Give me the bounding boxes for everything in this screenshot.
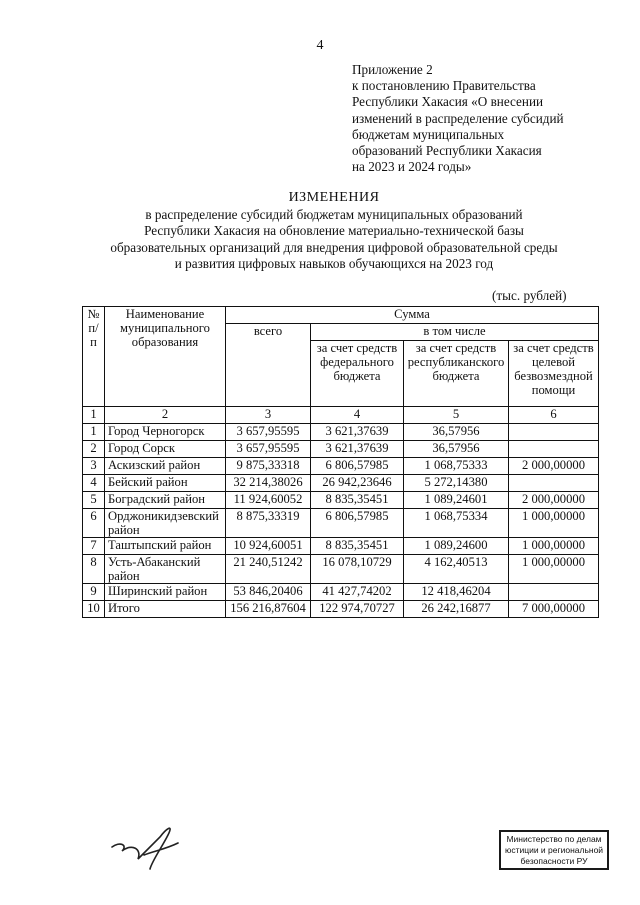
row-federal: 8 835,35451 bbox=[311, 492, 404, 509]
row-federal: 6 806,57985 bbox=[311, 458, 404, 475]
row-number: 8 bbox=[83, 555, 105, 584]
row-name: Аскизский район bbox=[105, 458, 226, 475]
ministry-stamp bbox=[499, 830, 609, 870]
table-row bbox=[83, 492, 599, 509]
table-row bbox=[83, 441, 599, 458]
header-num: № п/п bbox=[83, 307, 105, 407]
row-federal: 122 974,70727 bbox=[311, 601, 404, 618]
column-number: 4 bbox=[311, 407, 404, 424]
appendix-line: бюджетам муниципальных bbox=[352, 126, 505, 142]
row-republic: 1 068,75334 bbox=[404, 509, 509, 538]
row-total: 156 216,87604 bbox=[226, 601, 311, 618]
page-number: 4 bbox=[316, 38, 324, 53]
row-grant bbox=[509, 424, 599, 441]
row-number: 6 bbox=[83, 509, 105, 538]
row-republic: 1 089,24600 bbox=[404, 538, 509, 555]
row-total: 53 846,20406 bbox=[226, 584, 311, 601]
header-total: всего bbox=[226, 324, 311, 407]
row-federal: 41 427,74202 bbox=[311, 584, 404, 601]
row-grant: 1 000,00000 bbox=[509, 538, 599, 555]
row-number: 1 bbox=[83, 424, 105, 441]
row-total: 3 657,95595 bbox=[226, 441, 311, 458]
row-name: Усть-Абаканский район bbox=[105, 555, 226, 584]
row-number: 9 bbox=[83, 584, 105, 601]
table-row bbox=[83, 555, 599, 584]
row-republic: 5 272,14380 bbox=[404, 475, 509, 492]
header-including: в том числе bbox=[311, 324, 599, 341]
table-row bbox=[83, 475, 599, 492]
appendix-line: образований Республики Хакасия bbox=[352, 143, 542, 159]
document-subtitle bbox=[60, 207, 608, 273]
row-federal: 3 621,37639 bbox=[311, 424, 404, 441]
row-name: Город Черногорск bbox=[105, 424, 226, 441]
table-row bbox=[83, 458, 599, 475]
row-grant: 7 000,00000 bbox=[509, 601, 599, 618]
row-republic: 1 089,24601 bbox=[404, 492, 509, 509]
header-sum: Сумма bbox=[226, 307, 599, 324]
row-republic: 12 418,46204 bbox=[404, 584, 509, 601]
row-name: Итого bbox=[105, 601, 226, 618]
row-grant: 2 000,00000 bbox=[509, 458, 599, 475]
row-total: 32 214,38026 bbox=[226, 475, 311, 492]
row-total: 8 875,33319 bbox=[226, 509, 311, 538]
row-republic: 4 162,40513 bbox=[404, 555, 509, 584]
row-republic: 36,57956 bbox=[404, 441, 509, 458]
row-total: 11 924,60052 bbox=[226, 492, 311, 509]
row-number: 3 bbox=[83, 458, 105, 475]
row-grant bbox=[509, 475, 599, 492]
row-name: Бейский район bbox=[105, 475, 226, 492]
row-federal: 8 835,35451 bbox=[311, 538, 404, 555]
column-number: 2 bbox=[105, 407, 226, 424]
document-title: ИЗМЕНЕНИЯ bbox=[288, 190, 380, 205]
table-row bbox=[83, 538, 599, 555]
stamp-line: Министерство по делам bbox=[506, 834, 602, 844]
row-name: Боградский район bbox=[105, 492, 226, 509]
row-number: 10 bbox=[83, 601, 105, 618]
signature bbox=[108, 815, 188, 880]
row-grant bbox=[509, 584, 599, 601]
header-federal: за счет средств федерального бюджета bbox=[311, 341, 404, 407]
header-grant: за счет средств целевой безвозмездной помощи bbox=[509, 341, 599, 407]
stamp-line: безопасности РУ bbox=[520, 856, 588, 866]
row-grant bbox=[509, 441, 599, 458]
appendix-line: Приложение 2 bbox=[352, 62, 433, 77]
table-row bbox=[83, 601, 599, 618]
row-name: Ширинский район bbox=[105, 584, 226, 601]
signature-scribble bbox=[108, 815, 188, 875]
row-grant: 1 000,00000 bbox=[509, 555, 599, 584]
row-number: 7 bbox=[83, 538, 105, 555]
row-number: 2 bbox=[83, 441, 105, 458]
row-name: Таштыпский район bbox=[105, 538, 226, 555]
stamp-line: юстиции и региональной bbox=[504, 845, 604, 855]
column-number: 3 bbox=[226, 407, 311, 424]
row-federal: 16 078,10729 bbox=[311, 555, 404, 584]
appendix-line: на 2023 и 2024 годы» bbox=[352, 159, 472, 175]
row-federal: 26 942,23646 bbox=[311, 475, 404, 492]
subtitle-line: образовательных организаций для внедрения цифровой образовательной среды bbox=[110, 239, 558, 255]
appendix-line: к постановлению Правительства bbox=[352, 78, 536, 94]
column-number: 6 bbox=[509, 407, 599, 424]
subtitle-line: и развития цифровых навыков обучающихся на 2023 год bbox=[174, 256, 494, 272]
appendix-line: Республики Хакасия «О внесении bbox=[352, 94, 544, 110]
column-number: 1 bbox=[83, 407, 105, 424]
subsidy-table bbox=[82, 306, 599, 618]
header-republic: за счет средств республиканского бюджета bbox=[404, 341, 509, 407]
row-total: 3 657,95595 bbox=[226, 424, 311, 441]
appendix-block bbox=[352, 62, 622, 175]
row-number: 5 bbox=[83, 492, 105, 509]
subtitle-line: Республики Хакасия на обновление материально-технической базы bbox=[144, 223, 524, 239]
row-grant: 1 000,00000 bbox=[509, 509, 599, 538]
appendix-line: изменений в распределение субсидий bbox=[352, 110, 564, 126]
table-row bbox=[83, 424, 599, 441]
row-name: Орджоникидзевский район bbox=[105, 509, 226, 538]
row-grant: 2 000,00000 bbox=[509, 492, 599, 509]
table-row bbox=[83, 584, 599, 601]
column-number: 5 bbox=[404, 407, 509, 424]
row-total: 10 924,60051 bbox=[226, 538, 311, 555]
units-label: (тыс. рублей) bbox=[492, 288, 567, 303]
subtitle-line: в распределение субсидий бюджетам муниципальных образований bbox=[145, 207, 523, 222]
column-number-row bbox=[83, 407, 599, 424]
row-name: Город Сорск bbox=[105, 441, 226, 458]
row-republic: 1 068,75333 bbox=[404, 458, 509, 475]
header-name: Наименование муниципального образования bbox=[105, 307, 226, 407]
row-federal: 3 621,37639 bbox=[311, 441, 404, 458]
row-republic: 26 242,16877 bbox=[404, 601, 509, 618]
row-total: 9 875,33318 bbox=[226, 458, 311, 475]
row-federal: 6 806,57985 bbox=[311, 509, 404, 538]
row-total: 21 240,51242 bbox=[226, 555, 311, 584]
row-number: 4 bbox=[83, 475, 105, 492]
row-republic: 36,57956 bbox=[404, 424, 509, 441]
table-row bbox=[83, 509, 599, 538]
table-header-row bbox=[83, 307, 599, 324]
